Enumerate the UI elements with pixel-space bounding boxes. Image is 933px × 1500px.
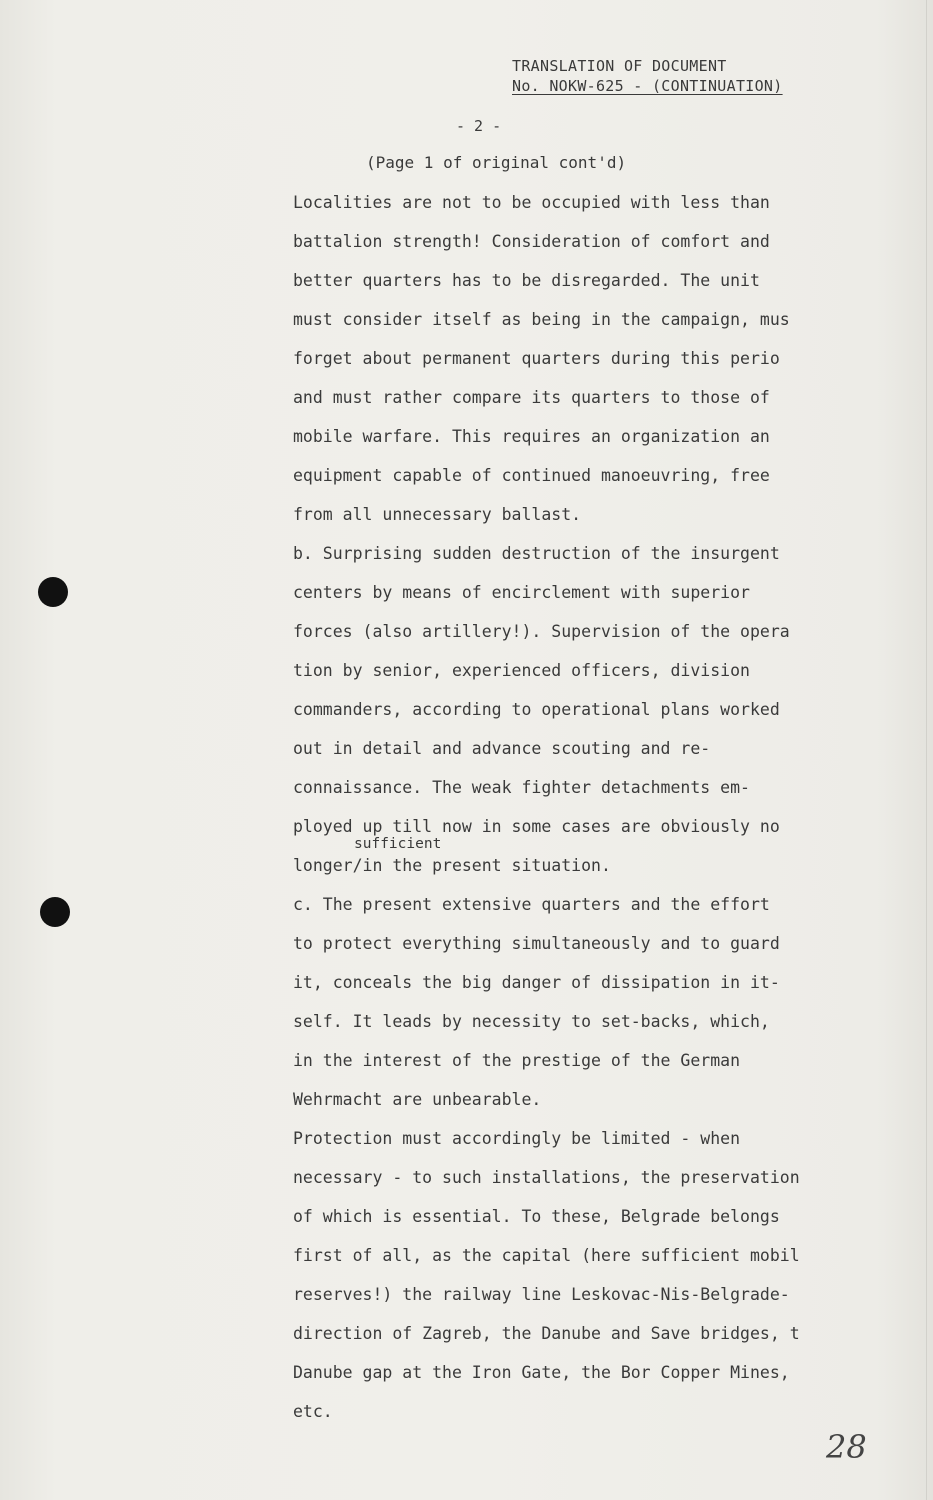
body-line: Wehrmacht are unbearable. xyxy=(293,1090,542,1109)
body-line: equipment capable of continued manoeuvring, free xyxy=(293,466,770,485)
original-page-note: (Page 1 of original cont'd) xyxy=(366,153,627,172)
page-edge-line xyxy=(926,0,927,1500)
body-line: from all unnecessary ballast. xyxy=(293,505,582,524)
body-line: tion by senior, experienced officers, division xyxy=(293,661,750,680)
page-number: - 2 - xyxy=(456,117,502,135)
body-line: in the interest of the prestige of the German xyxy=(293,1051,741,1070)
body-line: to protect everything simultaneously and to guard xyxy=(293,934,780,953)
body-line: battalion strength! Consideration of comfort and xyxy=(293,232,770,251)
body-line: direction of Zagreb, the Danube and Save bridges, t xyxy=(293,1324,800,1343)
body-line: forces (also artillery!). Supervision of the opera xyxy=(293,622,790,641)
punch-hole-upper xyxy=(38,577,68,607)
body-line: forget about permanent quarters during this perio xyxy=(293,349,780,368)
body-line: Protection must accordingly be limited - when xyxy=(293,1129,741,1148)
handwritten-page-mark: 28 xyxy=(826,1428,867,1466)
body-line: better quarters has to be disregarded. The unit xyxy=(293,271,760,290)
body-line: etc. xyxy=(293,1402,333,1421)
body-line: Danube gap at the Iron Gate, the Bor Copper Mines, xyxy=(293,1363,790,1382)
body-line: out in detail and advance scouting and re- xyxy=(293,739,711,758)
body-line: connaissance. The weak fighter detachments em- xyxy=(293,778,750,797)
body-line: commanders, according to operational plans worked xyxy=(293,700,780,719)
interlinear-insert: sufficient xyxy=(354,836,442,852)
body-line: longer/in the present situation. xyxy=(293,856,611,875)
body-line: self. It leads by necessity to set-backs, which, xyxy=(293,1012,770,1031)
body-text xyxy=(293,192,893,1440)
body-line: centers by means of encirclement with superior xyxy=(293,583,750,602)
body-line: b. Surprising sudden destruction of the insurgent xyxy=(293,544,780,563)
body-line: must consider itself as being in the campaign, mus xyxy=(293,310,790,329)
body-line: mobile warfare. This requires an organization an xyxy=(293,427,770,446)
body-line: of which is essential. To these, Belgrade belongs xyxy=(293,1207,780,1226)
document-header xyxy=(512,56,783,96)
body-line: it, conceals the big danger of dissipation in it- xyxy=(293,973,780,992)
body-line: Localities are not to be occupied with less than xyxy=(293,193,770,212)
body-line: and must rather compare its quarters to those of xyxy=(293,388,770,407)
header-document-number: No. NOKW-625 - (CONTINUATION) xyxy=(512,77,783,95)
header-title: TRANSLATION OF DOCUMENT xyxy=(512,57,727,75)
body-line: ployed up till now in some cases are obviously no xyxy=(293,817,780,836)
punch-hole-lower xyxy=(40,897,70,927)
body-line: necessary - to such installations, the preservation xyxy=(293,1168,800,1187)
body-line: c. The present extensive quarters and the effort xyxy=(293,895,770,914)
body-line: first of all, as the capital (here sufficient mobil xyxy=(293,1246,800,1265)
body-line: reserves!) the railway line Leskovac-Nis-Belgrade- xyxy=(293,1285,790,1304)
